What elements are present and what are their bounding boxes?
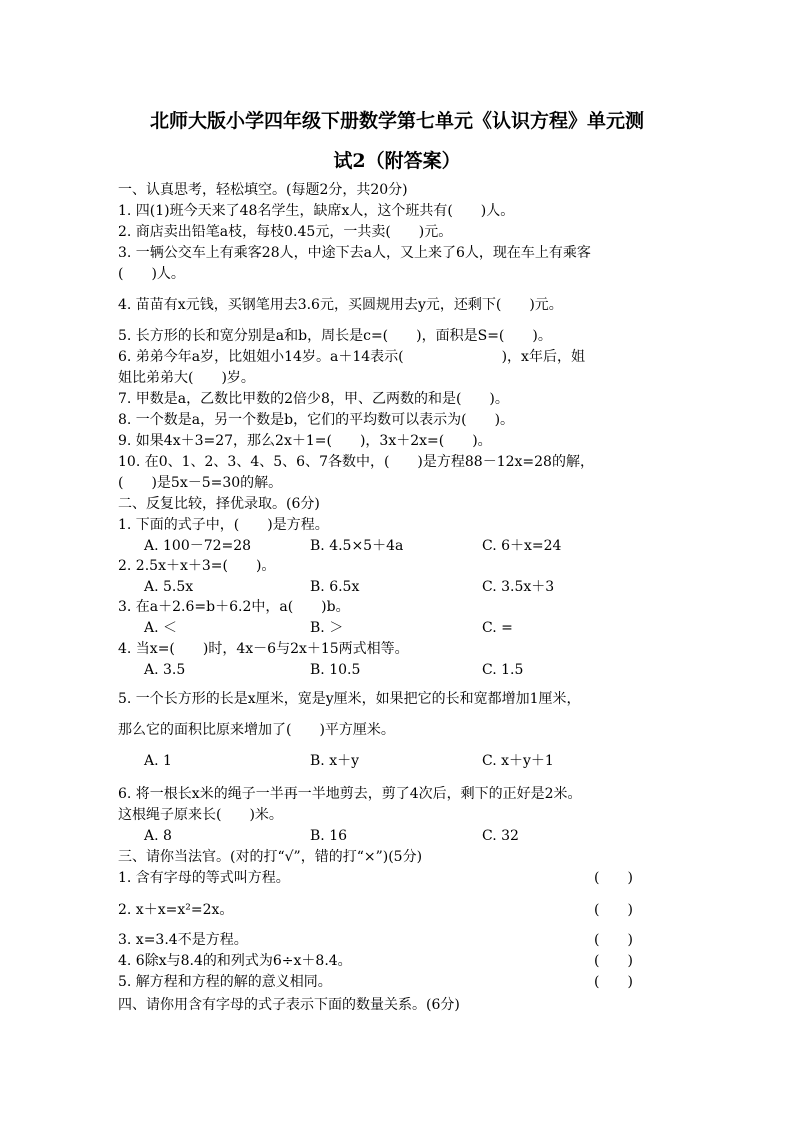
s3-item-2: 2. x＋x=x²=2x。 xyxy=(118,902,234,918)
s1-item-3-cont: ( )人。 xyxy=(118,266,185,282)
s2-q6-stem-line-1: 6. 将一根长x米的绳子一半再一半地剪去，剪了4次后，剩下的正好是2米。 xyxy=(118,786,582,802)
s1-item-3: 3. 一辆公交车上有乘客28人，中途下去a人，又上来了6人，现在车上有乘客 xyxy=(118,245,591,261)
s1-item-10: 10. 在0、1、2、3、4、5、6、7各数中，( )是方程88－12x=28的解， xyxy=(118,454,594,470)
s2-q4-stem: 4. 当x=( )时，4x－6与2x＋15两式相等。 xyxy=(118,641,409,657)
s2-q4-option-b: B. 10.5 xyxy=(310,662,361,678)
s2-q1-option-a: A. 100－72=28 xyxy=(144,538,252,554)
page-title-line-2: 试2（附答案） xyxy=(333,150,461,172)
s3-answer-blank-5: ( ) xyxy=(594,974,633,990)
s3-item-4: 4. 6除x与8.4的和列式为6÷x＋8.4。 xyxy=(118,953,352,969)
s1-item-8: 8. 一个数是a，另一个数是b，它们的平均数可以表示为( )。 xyxy=(118,412,515,428)
s1-item-7: 7. 甲数是a，乙数比甲数的2倍少8，甲、乙两数的和是( )。 xyxy=(118,391,509,407)
s2-q4-option-c: C. 1.5 xyxy=(482,662,524,678)
s3-item-3: 3. x=3.4不是方程。 xyxy=(118,932,248,948)
s2-q2-option-c: C. 3.5x＋3 xyxy=(482,579,555,595)
s1-item-6-cont: 姐比弟弟大( )岁。 xyxy=(118,370,255,386)
s3-answer-blank-4: ( ) xyxy=(594,953,633,969)
s2-q2-option-b: B. 6.5x xyxy=(310,579,360,595)
s2-q2-stem: 2. 2.5x＋x＋3=( )。 xyxy=(118,558,276,574)
s2-q6-option-b: B. 16 xyxy=(310,828,348,844)
s2-q5-option-b: B. x＋y xyxy=(310,753,359,769)
s3-answer-blank-1: ( ) xyxy=(594,870,633,886)
s2-q6-stem-line-2: 这根绳子原来长( )米。 xyxy=(118,807,283,823)
s2-q3-option-b: B. ＞ xyxy=(310,620,344,636)
s3-item-1: 1. 含有字母的等式叫方程。 xyxy=(118,870,290,886)
s1-item-6: 6. 弟弟今年a岁，比姐姐小14岁。a＋14表示( )，x年后，姐 xyxy=(118,349,585,365)
s3-item-5: 5. 解方程和方程的解的意义相同。 xyxy=(118,974,332,990)
s2-q1-option-c: C. 6＋x=24 xyxy=(482,538,562,554)
s2-q4-option-a: A. 3.5 xyxy=(144,662,186,678)
s2-q5-option-c: C. x＋y＋1 xyxy=(482,753,554,769)
s1-item-9: 9. 如果4x＋3=27，那么2x＋1=( )，3x＋2x=( )。 xyxy=(118,433,492,449)
section-2-heading: 二、反复比较，择优录取。(6分) xyxy=(118,496,320,512)
s2-q1-stem: 1. 下面的式子中，( )是方程。 xyxy=(118,517,329,533)
page-title-line-1: 北师大版小学四年级下册数学第七单元《认识方程》单元测 xyxy=(149,110,644,132)
s2-q2-option-a: A. 5.5x xyxy=(144,579,194,595)
s1-item-1: 1. 四(1)班今天来了48名学生，缺席x人，这个班共有( )人。 xyxy=(118,203,515,219)
s3-answer-blank-3: ( ) xyxy=(594,932,633,948)
s2-q6-option-c: C. 32 xyxy=(482,828,519,844)
s2-q3-stem: 3. 在a＋2.6=b＋6.2中，a( )b。 xyxy=(118,599,350,615)
s2-q5-stem-line-1: 5. 一个长方形的长是x厘米，宽是y厘米，如果把它的长和宽都增加1厘米， xyxy=(118,691,581,707)
s2-q5-option-a: A. 1 xyxy=(144,753,172,769)
s1-item-2: 2. 商店卖出铅笔a枝，每枝0.45元，一共卖( )元。 xyxy=(118,224,453,240)
s2-q6-option-a: A. 8 xyxy=(144,828,172,844)
s2-q1-option-b: B. 4.5×5＋4a xyxy=(310,538,404,554)
section-4-heading: 四、请你用含有字母的式子表示下面的数量关系。(6分) xyxy=(118,997,460,1013)
s2-q3-option-a: A. ＜ xyxy=(144,620,178,636)
s3-answer-blank-2: ( ) xyxy=(594,902,633,918)
s1-item-10-cont: ( )是5x－5=30的解。 xyxy=(118,475,283,491)
section-1-heading: 一、认真思考，轻松填空。(每题2分，共20分) xyxy=(118,182,408,198)
s1-item-4: 4. 苗苗有x元钱，买钢笔用去3.6元，买圆规用去y元，还剩下( )元。 xyxy=(118,297,563,313)
s2-q5-stem-line-2: 那么它的面积比原来增加了( )平方厘米。 xyxy=(118,722,395,738)
section-3-heading: 三、请你当法官。(对的打“√”，错的打“×”)(5分) xyxy=(118,849,423,865)
s1-item-5: 5. 长方形的长和宽分别是a和b，周长是c=( )，面积是S=( )。 xyxy=(118,328,552,344)
s2-q3-option-c: C. = xyxy=(482,620,513,636)
